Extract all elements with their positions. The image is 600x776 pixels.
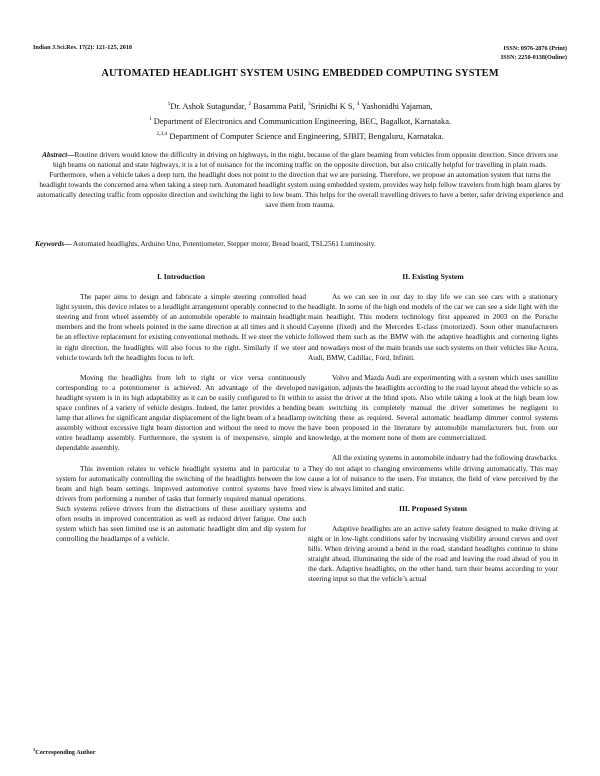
keywords bbox=[35, 239, 565, 249]
issn-online: ISSN: 2250-0138(Online) bbox=[500, 54, 567, 61]
affiliation-1 bbox=[30, 113, 570, 128]
footnote bbox=[33, 747, 95, 756]
author-name: Srinidhi K S, bbox=[310, 101, 357, 111]
footnote-text: Corresponding Author bbox=[35, 749, 96, 757]
section-heading-proposed-system: III. Proposed System bbox=[399, 503, 467, 513]
footnote-sup: 1 bbox=[33, 747, 36, 752]
abstract-text: Routine drivers would know the difficulty in driving on highways, in the night, because of the glare beaming from vehicles from opposite direction. Since drivers use high beams on national and state highways, it is a lot of nuisance for the incoming traffic on the opposite direction, but also critically helpful for travelling in plain roads. Furthermore, when a vehicle takes a deep turn, the headlight does not point to the direction that we are pursuing. Therefore, we propose an automation system that turns the headlight towards the concerned area when taking a steep turn. Automated headlight system using embedded system, provides way help fellow travelers from high beam glares by automatically detecting traffic from opposite direction and switching the light to low beam. This helps for the overall travelling drivers to have a better, safer driving experience and save them from trauma. bbox=[36, 150, 564, 210]
section-heading-existing-system: II. Existing System bbox=[402, 272, 464, 281]
left-column bbox=[56, 272, 306, 554]
paragraph: This invention relates to vehicle headlight systems and in particular to a system for automatically controlling the switching of the headlights between the low beam and high beam settings. Improved automotive control systems have freed drivers from performing a number of tasks that formerly required manual operations. Such systems relieve drivers from the distractions of these auxiliary systems and often results in improved concentration as well as reduced driver fatigue. One such system which has seen limited use is an automatic headlight dim and dip system for controlling the headlamps of a vehicle. bbox=[56, 463, 306, 544]
abstract-label: Abstract— bbox=[42, 150, 75, 159]
affiliation-2 bbox=[30, 128, 570, 143]
paragraph: Moving the headlights from left to right or vice versa continuously corresponding to a potentiometer is achieved. An advantage of the developed headlight system is in its high adaptability as it can be easily configured to fit within space confines of a variety of vehicle designs. Indeed, the latter provides a bending lamp that allows for significant angular displacement of the light beam of a headlamp assembly without excessive light beam distortion and without the need to move the entire headlamp assembly. Furthermore, the system is of inexpensive, simple and dependable assembly. bbox=[56, 372, 306, 453]
affiliation-text: Department of Computer Science and Engineering, SJBIT, Bengaluru, Karnataka. bbox=[167, 131, 444, 141]
author-name: Basamma Patil, bbox=[251, 101, 308, 111]
affiliation-text: Department of Electronics and Communication Engineering, BEC, Bagalkot, Karnataka. bbox=[151, 116, 452, 126]
paragraph: Volvo and Mazda Audi are experimenting with a system which uses satellite navigation, adjusts the headlights according to the road layout ahead the vehicle so as to assist the driver at the blind spots. Also while taking a look at the high beam low beam switching its completely manual the driver sometimes be negligent to switching these as required. Several automatic headlamp dimmer control systems have been proposed in the literature by automobile manufacturers but, from our knowledge, at the moment none of them are commercialized. bbox=[308, 372, 558, 443]
paragraph: As we can see in our day to day life we can see cars with a stationary headlight. In some of the high end models of the car we can see a side light with the main headlight. This modern technology first appeared in 2003 on the Porsche Cayenne (fixed) and the Mercedes E-class (motorized). Soon other manufacturers followed them such as the BMW with the adaptive headlights and cornering lights and nowadays most of the main brands use such systems on their vehicles like Acura, Audi, BMW, Cadillac, Ford, Infiniti. bbox=[308, 292, 558, 362]
author-name: Dr. Ashok Sutagundar, bbox=[170, 101, 249, 111]
author-sup: 1 bbox=[167, 101, 171, 107]
keywords-text: Automated headlights, Arduino Uno, Potentiometer, Stepper motor, Bread board, TSL2561 Luminosity. bbox=[71, 239, 376, 248]
affiliation-sup: 1 bbox=[148, 115, 152, 122]
affiliation-sup: 2,3,4 bbox=[156, 130, 168, 137]
author-sup: 3 bbox=[307, 101, 311, 107]
right-column bbox=[308, 272, 558, 594]
abstract bbox=[35, 150, 565, 211]
paragraph: All the existing systems in automobile industry had the following drawbacks. They do not adapt to changing environments while driving automatically. This may cause a lot of nuisance to the users. For instance, the field of view perceived by the view is always limited and static. bbox=[308, 453, 558, 493]
paragraph: Adaptive headlights are an active safety feature designed to make driving at night or in low-light conditions safer by increasing visibility around curves and over hills. When driving around a bend in the road, standard headlights continue to shine straight ahead, illuminating the side of the road and leaving the road ahead of you in the dark. Adaptive headlights, on the other hand, turn their beams according to your steering input so that the vehicle’s actual bbox=[308, 523, 558, 584]
section-heading-introduction: I. Introduction bbox=[157, 272, 205, 281]
keywords-label: Keywords— bbox=[35, 239, 72, 248]
author-sup: 4 bbox=[356, 101, 360, 107]
author-names bbox=[30, 98, 570, 113]
author-sup: 2 bbox=[248, 101, 252, 107]
issn-block bbox=[501, 44, 567, 62]
author-name: Yashonidhi Yajaman, bbox=[359, 101, 433, 111]
issn-print: ISSN: 0976-2876 (Print) bbox=[503, 45, 567, 52]
authors-block bbox=[30, 98, 570, 142]
paragraph: The paper aims to design and fabricate a simple steering controlled head light system, this device relates to a headlight arrangement operably connected to the steering and front wheel assembly of an automobile operable to maintain headlight members and the front wheels pointed in the same direction at all times and it should be an effective replacement for existing conventional methods. If we steer the vehicle in right direction, the headlights will also focus to the right. Similarly if we steer vehicle towards left the headlights focus to left. bbox=[56, 292, 306, 362]
journal-citation: Indian J.Sci.Res. 17(2): 121-125, 2018 bbox=[33, 44, 133, 51]
paper-title: AUTOMATED HEADLIGHT SYSTEM USING EMBEDDED COMPUTING SYSTEM bbox=[101, 68, 499, 79]
